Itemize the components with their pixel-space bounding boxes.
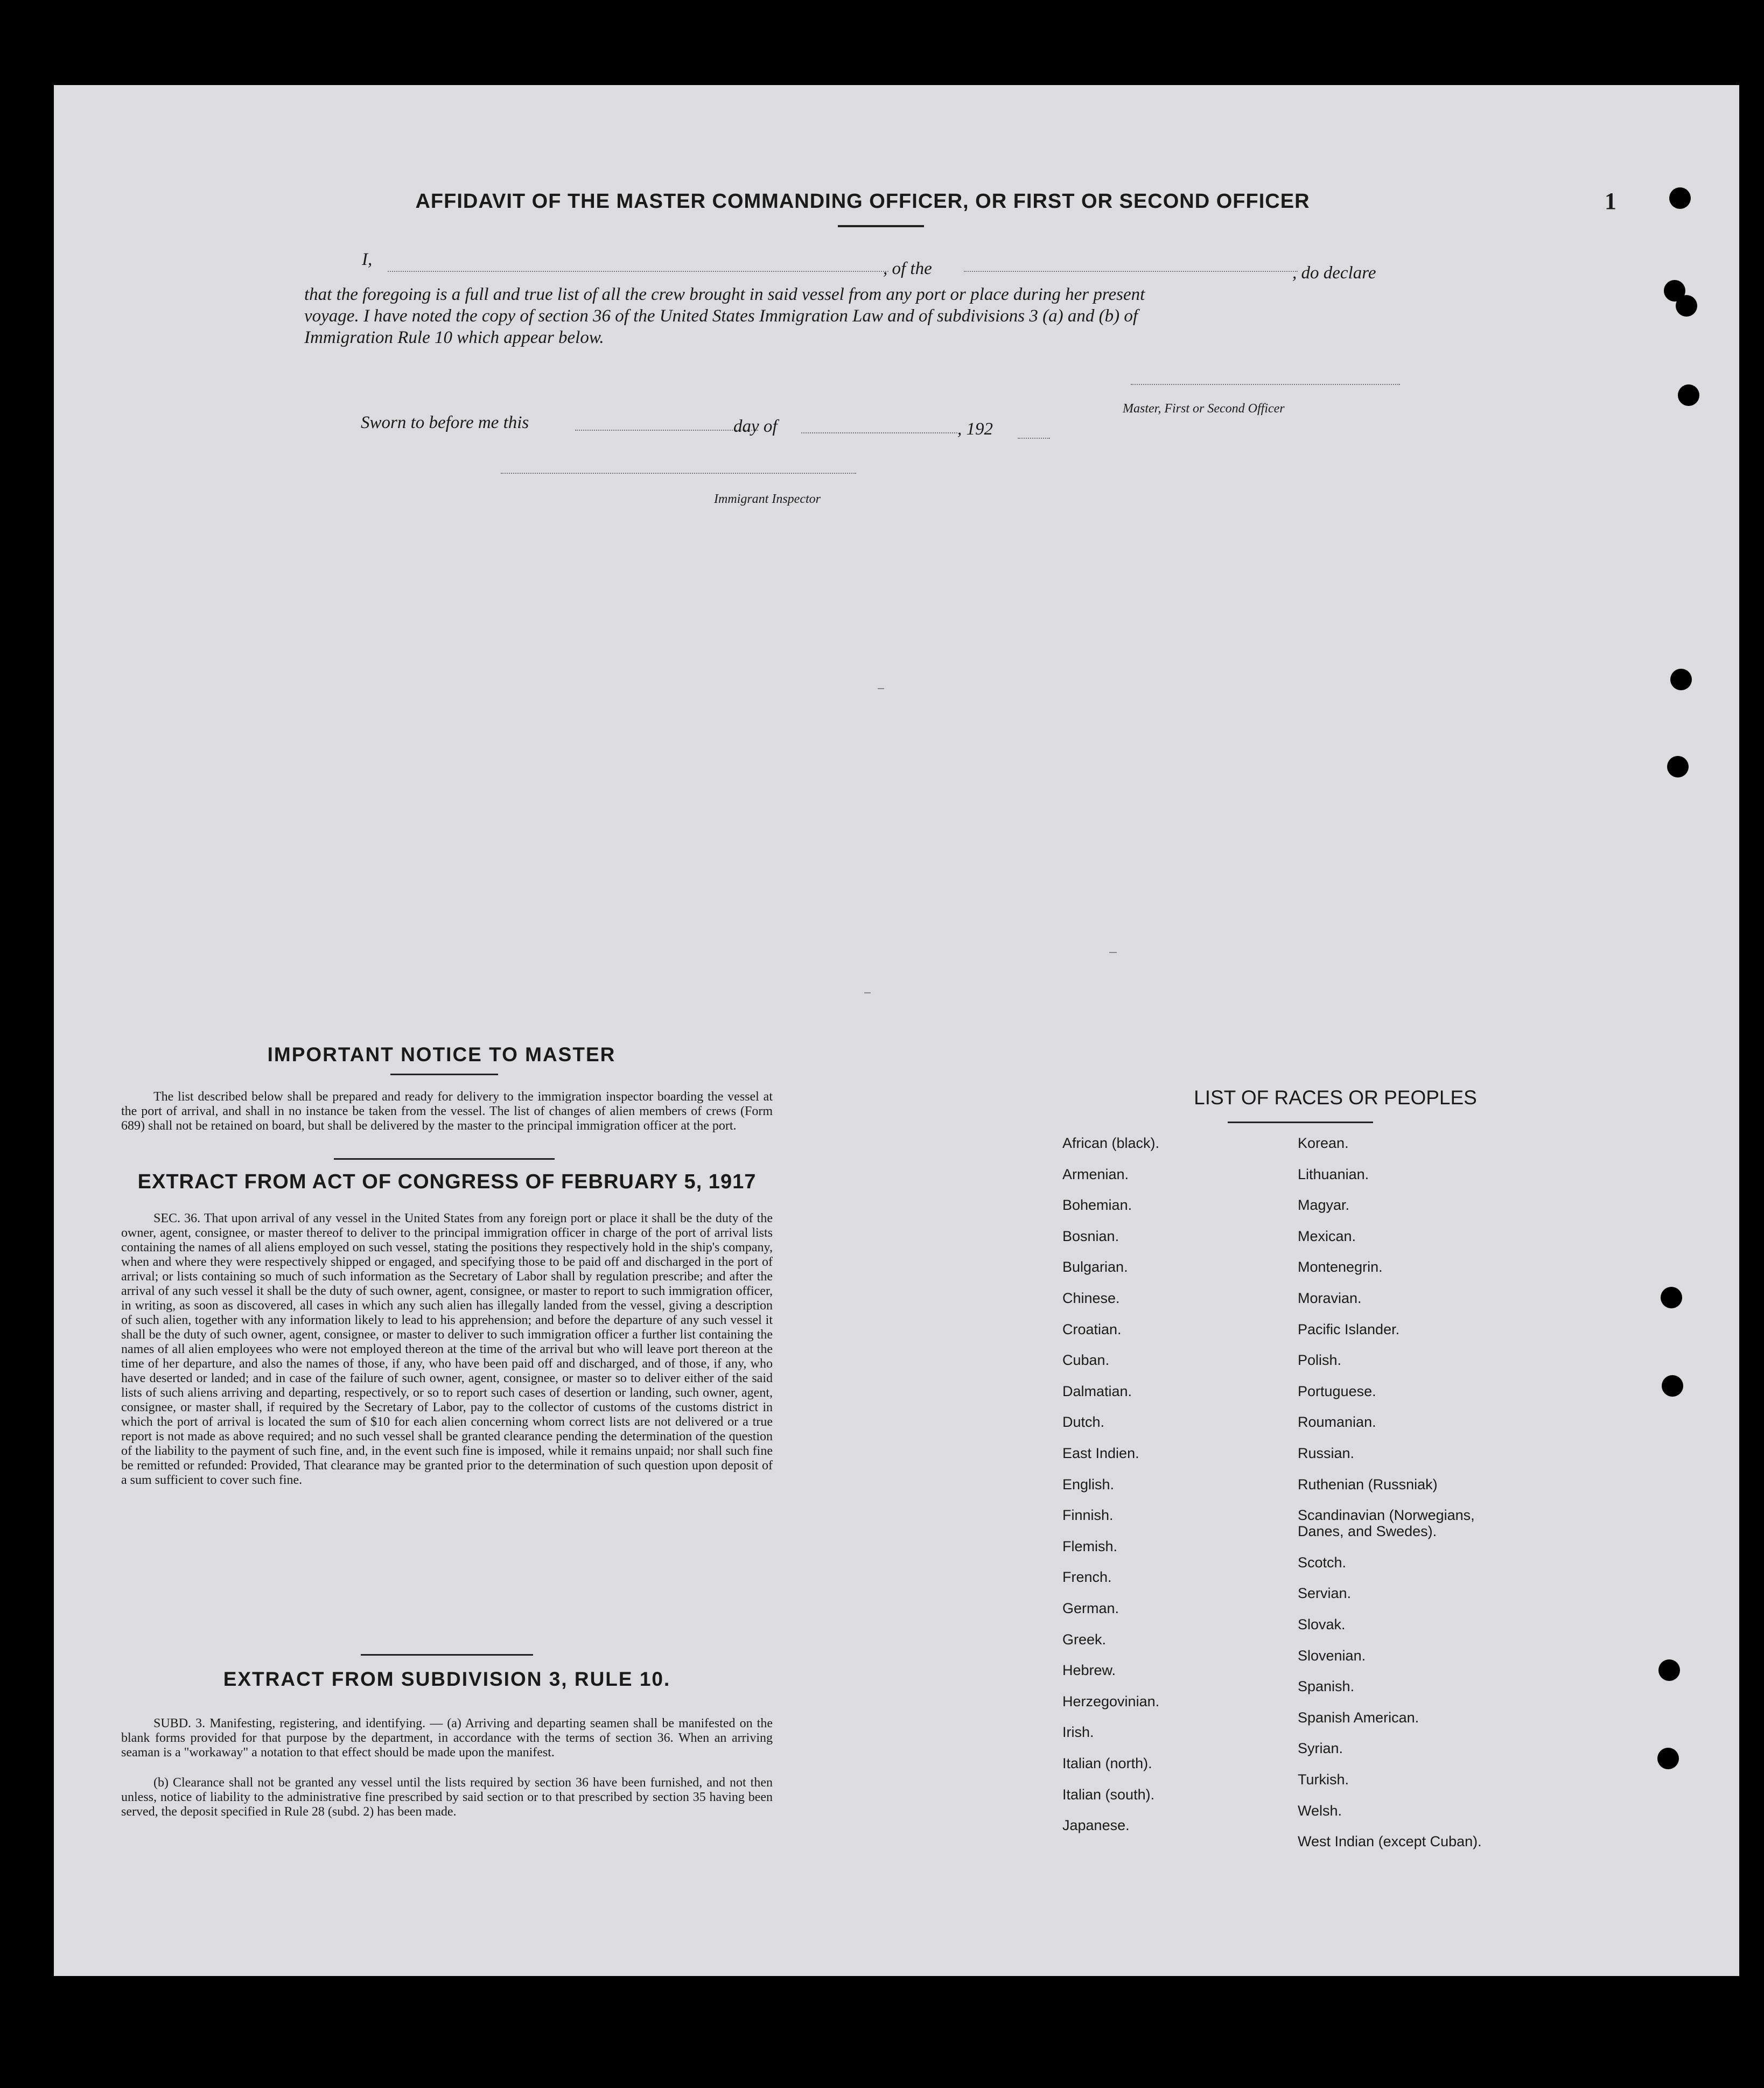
punch-hole <box>1667 756 1689 777</box>
punch-hole <box>1676 295 1697 317</box>
punch-hole <box>1670 669 1692 690</box>
title-underline <box>838 225 924 227</box>
race-item: Mexican. <box>1298 1228 1356 1244</box>
race-item: Hebrew. <box>1062 1662 1116 1679</box>
race-item: Pacific Islander. <box>1298 1321 1400 1337</box>
act-extract-title: EXTRACT FROM ACT OF CONGRESS OF FEBRUARY 5, 1917 <box>137 1171 757 1193</box>
race-item: Moravian. <box>1298 1290 1362 1306</box>
day-of-label: day of <box>733 417 778 436</box>
race-item: Spanish. <box>1298 1678 1355 1695</box>
notice-text: The list described below shall be prepared and ready for delivery to the immigration inspector boarding the vessel at the port of arrival, and shall in no instance be taken from the vessel. The list of changes of alien members of crews (Form 689) shall not be retained on board, but shall be delivered by the master to the principal immigration officer at the port. <box>121 1090 773 1133</box>
punch-hole <box>1658 1659 1680 1681</box>
rule-extract-para-b: (b) Clearance shall not be granted any vessel until the lists required by section 36 have been furnished, and not then unless, notice of liability to the administrative fine prescribed by said section or to that prescribed by section 35 having been served, the deposit specified in Rule 28 (subd. 2) has been made. <box>121 1776 773 1819</box>
race-item: Finnish. <box>1062 1507 1114 1524</box>
sworn-label: Sworn to before me this <box>361 413 529 432</box>
act-divider <box>361 1654 533 1656</box>
race-item: Chinese. <box>1062 1290 1120 1306</box>
affidavit-line-3: voyage. I have noted the copy of section 36 of the United States Immigration Law and of subdivisions 3 (a) and (b) of <box>304 306 1138 326</box>
race-item: East Indien. <box>1062 1445 1139 1461</box>
race-item: Irish. <box>1062 1724 1094 1741</box>
race-item: Magyar. <box>1298 1197 1350 1214</box>
year-blank[interactable] <box>1018 438 1050 439</box>
rule-extract-para-a: SUBD. 3. Manifesting, registering, and identifying. — (a) Arriving and departing seamen shall be manifested on the blank forms provided for that purpose by the department, in accordance with the terms of section 36. When an arriving seaman is a "workaway" a notation to that effect should be made upon the manifest. <box>121 1716 773 1760</box>
race-item: Greek. <box>1062 1631 1107 1648</box>
day-blank[interactable] <box>575 430 758 431</box>
signature-label: Master, First or Second Officer <box>1123 402 1285 416</box>
act-extract-text: SEC. 36. That upon arrival of any vessel in the United States from any foreign port or place it shall be the duty of the owner, agent, consignee, or master thereof to deliver to the principal immigration officer in charge of the port of arrival lists containing the names of all aliens employed on such vessel, stating the positions they respectively hold in the ship's company, when and where they were respectively shipped or engaged, and specifying those to be paid off and discharged in the port of arrival; or lists containing so much of such information as the Secretary of Labor shall by regulation prescribe; and after the arrival of any such vessel it shall be the duty of such owner, agent, consignee, or master to report to such immigration officer, in writing, as soon as discovered, all cases in which any such alien has illegally landed from the vessel, giving a description of such alien, together with any information likely to lead to his apprehension; and before the departure of any such vessel it shall be the duty of such owner, agent, consignee, or master to deliver to such immigration officer a further list containing the names of all alien employees who were not employed thereon at the time of the arrival but who will leave port thereon at the time of her departure, and also the names of those, if any, who have been paid off and discharged, and of those, if any, who have deserted or landed; and in case of the failure of such owner, agent, consignee, or master so to deliver either of the said lists of such aliens arriving and departing, respectively, or so to report such cases of desertion or landing, such owner, agent, consignee, or master shall, if required by the Secretary of Labor, pay to the collector of customs of the customs district in which the port of arrival is located the sum of $10 for each alien concerning whom correct lists are not delivered or a true report is not made as above required; and no such vessel shall be granted clearance pending the determination of the question of the liability to the payment of such fine, and, in the event such fine is imposed, while it remains unpaid; nor shall such fine be remitted or refunded: Provided, That clearance may be granted prior to the determination of such question upon deposit of a sum sufficient to cover such fine. <box>121 1211 773 1487</box>
punch-hole <box>1657 1748 1679 1769</box>
vessel-blank[interactable] <box>964 271 1298 272</box>
race-item: Slovak. <box>1298 1616 1346 1632</box>
race-item: Bulgarian. <box>1062 1259 1128 1276</box>
races-title: LIST OF RACES OR PEOPLES <box>1194 1087 1477 1109</box>
race-item: Croatian. <box>1062 1321 1122 1337</box>
scan-mark <box>1109 952 1117 953</box>
race-item: Bohemian. <box>1062 1197 1132 1214</box>
affidavit-of-the: , of the <box>883 259 932 278</box>
race-item: Slovenian. <box>1298 1647 1366 1664</box>
affidavit-line-4: Immigration Rule 10 which appear below. <box>304 328 604 347</box>
race-item: Ruthenian (Russniak) <box>1298 1476 1438 1493</box>
race-item: French. <box>1062 1569 1112 1586</box>
punch-hole <box>1669 187 1691 209</box>
race-item: Herzegovinian. <box>1062 1693 1160 1709</box>
race-item: Japanese. <box>1062 1817 1130 1834</box>
rule-extract-title: EXTRACT FROM SUBDIVISION 3, RULE 10. <box>223 1668 671 1690</box>
race-item: English. <box>1062 1476 1115 1493</box>
race-item: Spanish American. <box>1298 1709 1419 1726</box>
punch-hole <box>1678 384 1699 406</box>
race-item: Armenian. <box>1062 1166 1129 1182</box>
affidavit-do-declare: , do declare <box>1292 263 1376 283</box>
punch-hole <box>1662 1375 1683 1397</box>
affidavit-title: AFFIDAVIT OF THE MASTER COMMANDING OFFICER, OR FIRST OR SECOND OFFICER <box>415 190 1310 213</box>
race-item: Polish. <box>1298 1352 1342 1369</box>
race-item: Scandinavian (Norwegians, Danes, and Swedes). <box>1298 1507 1475 1540</box>
race-item: Welsh. <box>1298 1802 1342 1819</box>
race-item: Syrian. <box>1298 1740 1343 1757</box>
notice-underline <box>390 1074 498 1075</box>
notice-title: IMPORTANT NOTICE TO MASTER <box>267 1043 616 1066</box>
race-item: Turkish. <box>1298 1771 1349 1788</box>
race-item: Korean. <box>1298 1135 1349 1151</box>
race-item: Dutch. <box>1062 1414 1105 1431</box>
document-page <box>54 85 1739 1976</box>
notice-divider <box>334 1158 555 1160</box>
affidavit-i: I, <box>362 250 373 269</box>
name-blank[interactable] <box>388 271 888 272</box>
race-item: Cuban. <box>1062 1352 1110 1369</box>
month-blank[interactable] <box>801 432 957 433</box>
race-item: Dalmatian. <box>1062 1383 1132 1399</box>
race-item: Russian. <box>1298 1445 1355 1461</box>
scan-mark <box>864 992 871 993</box>
race-item: Italian (south). <box>1062 1786 1155 1803</box>
inspector-blank[interactable] <box>501 473 856 474</box>
affidavit-line-2: that the foregoing is a full and true list of all the crew brought in said vessel from any port or place during her present <box>304 285 1145 304</box>
race-item: Flemish. <box>1062 1538 1118 1554</box>
race-item: Bosnian. <box>1062 1228 1119 1244</box>
margin-mark: 1 <box>1605 188 1616 214</box>
race-item: Italian (north). <box>1062 1755 1152 1771</box>
year-label: , 192 <box>957 419 993 439</box>
race-item: Montenegrin. <box>1298 1259 1383 1276</box>
race-item: Servian. <box>1298 1585 1352 1602</box>
race-item: Roumanian. <box>1298 1414 1376 1431</box>
race-item: African (black). <box>1062 1135 1160 1151</box>
races-underline <box>1228 1122 1373 1123</box>
punch-hole <box>1661 1287 1682 1308</box>
race-item: West Indian (except Cuban). <box>1298 1833 1482 1850</box>
inspector-label: Immigrant Inspector <box>714 492 821 506</box>
race-item: Lithuanian. <box>1298 1166 1369 1182</box>
signature-blank[interactable] <box>1131 384 1400 385</box>
race-item: German. <box>1062 1600 1119 1616</box>
scan-mark <box>878 688 884 689</box>
race-item: Portuguese. <box>1298 1383 1376 1399</box>
race-item: Scotch. <box>1298 1554 1347 1571</box>
